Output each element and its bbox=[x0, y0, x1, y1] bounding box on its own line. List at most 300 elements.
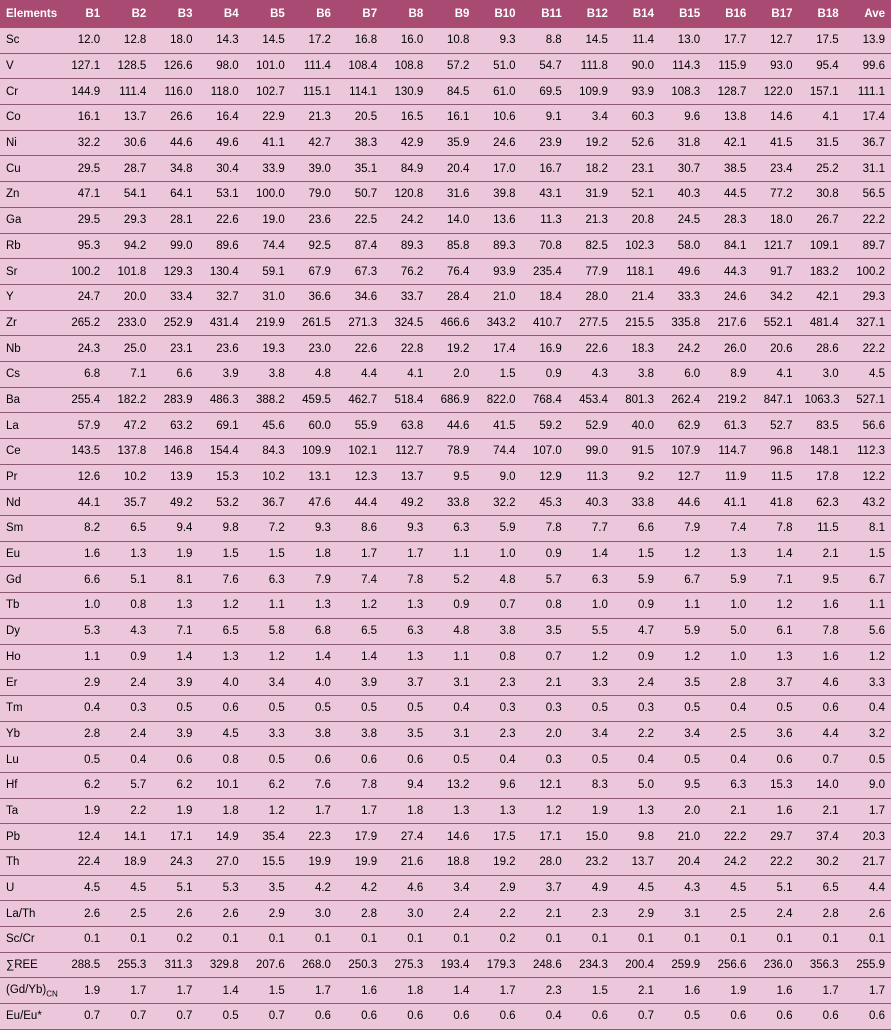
table-cell: 19.2 bbox=[475, 850, 521, 876]
column-header: B2 bbox=[106, 0, 152, 28]
table-cell: 4.1 bbox=[752, 361, 798, 387]
table-cell: 23.6 bbox=[198, 336, 244, 362]
table-row bbox=[0, 567, 891, 593]
table-cell: 17.5 bbox=[475, 824, 521, 850]
table-cell: 8.2 bbox=[60, 516, 106, 542]
table-cell: 22.8 bbox=[383, 336, 429, 362]
table-cell: 24.6 bbox=[706, 284, 752, 310]
row-label bbox=[0, 541, 60, 567]
table-cell: 1.5 bbox=[475, 361, 521, 387]
table-cell: 0.6 bbox=[383, 747, 429, 773]
table-cell: 49.6 bbox=[198, 130, 244, 156]
table-cell: 89.6 bbox=[198, 233, 244, 259]
table-cell: 1.1 bbox=[845, 593, 891, 619]
table-cell: 1.5 bbox=[245, 978, 291, 1004]
table-cell: 6.6 bbox=[152, 361, 198, 387]
table-cell: 5.9 bbox=[614, 567, 660, 593]
table-cell: 2.3 bbox=[522, 978, 568, 1004]
table-row bbox=[0, 593, 891, 619]
table-cell: 40.3 bbox=[568, 490, 614, 516]
table-cell: 1.3 bbox=[475, 798, 521, 824]
row-label-text: Ni bbox=[6, 137, 17, 150]
table-cell: 0.3 bbox=[522, 695, 568, 721]
table-cell: 49.2 bbox=[152, 490, 198, 516]
table-cell: 28.4 bbox=[429, 284, 475, 310]
table-cell: 21.6 bbox=[383, 850, 429, 876]
table-cell: 115.1 bbox=[291, 79, 337, 105]
table-cell: 21.7 bbox=[845, 850, 891, 876]
row-label bbox=[0, 336, 60, 362]
table-cell: 0.8 bbox=[475, 644, 521, 670]
table-cell: 22.6 bbox=[337, 336, 383, 362]
table-cell: 527.1 bbox=[845, 387, 891, 413]
table-cell: 255.9 bbox=[845, 952, 891, 978]
table-cell: 0.7 bbox=[614, 1004, 660, 1030]
table-cell: 41.1 bbox=[245, 130, 291, 156]
table-cell: 61.0 bbox=[475, 79, 521, 105]
table-cell: 33.7 bbox=[383, 284, 429, 310]
table-cell: 9.4 bbox=[383, 772, 429, 798]
table-cell: 10.2 bbox=[106, 464, 152, 490]
row-label-text: Sc bbox=[6, 34, 20, 47]
table-cell: 6.1 bbox=[752, 618, 798, 644]
table-cell: 0.1 bbox=[522, 927, 568, 953]
table-cell: 21.3 bbox=[568, 207, 614, 233]
table-cell: 20.0 bbox=[106, 284, 152, 310]
table-cell: 217.6 bbox=[706, 310, 752, 336]
table-cell: 7.8 bbox=[337, 772, 383, 798]
table-cell: 0.6 bbox=[152, 747, 198, 773]
table-cell: 93.0 bbox=[752, 53, 798, 79]
table-cell: 5.0 bbox=[706, 618, 752, 644]
table-cell: 28.1 bbox=[152, 207, 198, 233]
table-row bbox=[0, 516, 891, 542]
table-cell: 0.7 bbox=[106, 1004, 152, 1030]
table-cell: 4.3 bbox=[106, 618, 152, 644]
table-row bbox=[0, 284, 891, 310]
table-cell: 40.0 bbox=[614, 413, 660, 439]
table-cell: 32.2 bbox=[60, 130, 106, 156]
column-header: B6 bbox=[291, 0, 337, 28]
table-cell: 15.5 bbox=[245, 850, 291, 876]
table-cell: 481.4 bbox=[799, 310, 845, 336]
table-cell: 2.1 bbox=[799, 798, 845, 824]
table-cell: 2.6 bbox=[845, 901, 891, 927]
table-cell: 19.2 bbox=[429, 336, 475, 362]
table-cell: 236.0 bbox=[752, 952, 798, 978]
table-cell: 22.2 bbox=[706, 824, 752, 850]
table-cell: 0.5 bbox=[245, 747, 291, 773]
table-cell: 56.5 bbox=[845, 182, 891, 208]
table-cell: 6.6 bbox=[60, 567, 106, 593]
table-cell: 462.7 bbox=[337, 387, 383, 413]
table-row bbox=[0, 875, 891, 901]
table-cell: 60.0 bbox=[291, 413, 337, 439]
row-label-text: (Gd/Yb) bbox=[6, 983, 47, 996]
row-label bbox=[0, 310, 60, 336]
row-label-text: Eu/Eu* bbox=[6, 1010, 42, 1023]
table-cell: 89.7 bbox=[845, 233, 891, 259]
table-cell: 54.1 bbox=[106, 182, 152, 208]
table-cell: 33.8 bbox=[429, 490, 475, 516]
table-cell: 112.3 bbox=[845, 439, 891, 465]
table-cell: 9.8 bbox=[198, 516, 244, 542]
table-cell: 89.3 bbox=[475, 233, 521, 259]
table-cell: 23.1 bbox=[614, 156, 660, 182]
table-cell: 82.5 bbox=[568, 233, 614, 259]
table-cell: 8.1 bbox=[152, 567, 198, 593]
row-label bbox=[0, 130, 60, 156]
table-cell: 4.2 bbox=[291, 875, 337, 901]
table-cell: 87.4 bbox=[337, 233, 383, 259]
table-cell: 44.6 bbox=[660, 490, 706, 516]
table-cell: 768.4 bbox=[522, 387, 568, 413]
table-cell: 11.4 bbox=[614, 28, 660, 53]
table-cell: 2.3 bbox=[475, 670, 521, 696]
table-cell: 43.1 bbox=[522, 182, 568, 208]
row-label bbox=[0, 772, 60, 798]
table-cell: 0.6 bbox=[752, 747, 798, 773]
table-cell: 4.2 bbox=[337, 875, 383, 901]
table-cell: 13.1 bbox=[291, 464, 337, 490]
table-cell: 24.2 bbox=[383, 207, 429, 233]
row-label-text: Cr bbox=[6, 85, 19, 98]
table-cell: 31.9 bbox=[568, 182, 614, 208]
table-cell: 84.9 bbox=[383, 156, 429, 182]
table-cell: 1.7 bbox=[845, 978, 891, 1004]
table-row bbox=[0, 53, 891, 79]
table-cell: 94.2 bbox=[106, 233, 152, 259]
row-label-subscript: CN bbox=[46, 988, 58, 998]
table-cell: 64.1 bbox=[152, 182, 198, 208]
table-cell: 5.8 bbox=[245, 618, 291, 644]
table-cell: 1.3 bbox=[198, 644, 244, 670]
table-cell: 9.6 bbox=[475, 772, 521, 798]
table-cell: 23.1 bbox=[152, 336, 198, 362]
row-label bbox=[0, 901, 60, 927]
table-cell: 0.6 bbox=[799, 1004, 845, 1030]
table-cell: 18.9 bbox=[106, 850, 152, 876]
table-cell: 262.4 bbox=[660, 387, 706, 413]
table-cell: 17.4 bbox=[475, 336, 521, 362]
column-header: B8 bbox=[383, 0, 429, 28]
table-cell: 114.7 bbox=[706, 439, 752, 465]
table-cell: 1.6 bbox=[752, 798, 798, 824]
column-header: Ave bbox=[845, 0, 891, 28]
table-cell: 1.0 bbox=[706, 593, 752, 619]
table-cell: 4.1 bbox=[799, 105, 845, 131]
table-cell: 50.7 bbox=[337, 182, 383, 208]
table-cell: 27.0 bbox=[198, 850, 244, 876]
table-cell: 38.5 bbox=[706, 156, 752, 182]
table-cell: 127.1 bbox=[60, 53, 106, 79]
table-cell: 1.4 bbox=[337, 644, 383, 670]
table-cell: 89.3 bbox=[383, 233, 429, 259]
table-cell: 4.8 bbox=[475, 567, 521, 593]
table-cell: 0.1 bbox=[845, 927, 891, 953]
table-cell: 0.5 bbox=[845, 747, 891, 773]
table-cell: 78.9 bbox=[429, 439, 475, 465]
row-label-text: Nd bbox=[6, 496, 21, 509]
table-cell: 115.9 bbox=[706, 53, 752, 79]
table-cell: 4.5 bbox=[198, 721, 244, 747]
column-header: B7 bbox=[337, 0, 383, 28]
table-cell: 7.6 bbox=[198, 567, 244, 593]
table-cell: 1.0 bbox=[568, 593, 614, 619]
table-cell: 28.0 bbox=[568, 284, 614, 310]
row-label bbox=[0, 156, 60, 182]
table-cell: 4.0 bbox=[291, 670, 337, 696]
table-cell: 1.9 bbox=[152, 541, 198, 567]
table-cell: 2.1 bbox=[522, 901, 568, 927]
table-cell: 17.4 bbox=[845, 105, 891, 131]
table-cell: 3.5 bbox=[660, 670, 706, 696]
row-label-text: Dy bbox=[6, 625, 21, 638]
row-label-text: Sm bbox=[6, 522, 24, 535]
row-label-text: Zr bbox=[6, 316, 17, 329]
table-cell: 0.5 bbox=[568, 695, 614, 721]
table-cell: 2.6 bbox=[198, 901, 244, 927]
table-cell: 2.3 bbox=[568, 901, 614, 927]
table-cell: 1.3 bbox=[152, 593, 198, 619]
table-cell: 47.2 bbox=[106, 413, 152, 439]
table-cell: 12.8 bbox=[106, 28, 152, 53]
column-header: B12 bbox=[568, 0, 614, 28]
column-header: B14 bbox=[614, 0, 660, 28]
table-cell: 13.6 bbox=[475, 207, 521, 233]
table-cell: 154.4 bbox=[198, 439, 244, 465]
table-cell: 215.5 bbox=[614, 310, 660, 336]
row-label bbox=[0, 670, 60, 696]
table-cell: 1.7 bbox=[291, 798, 337, 824]
table-cell: 4.9 bbox=[568, 875, 614, 901]
row-label-text: Yb bbox=[6, 727, 21, 740]
table-cell: 44.6 bbox=[429, 413, 475, 439]
table-cell: 57.2 bbox=[429, 53, 475, 79]
table-cell: 2.2 bbox=[614, 721, 660, 747]
table-cell: 109.9 bbox=[568, 79, 614, 105]
table-cell: 17.1 bbox=[522, 824, 568, 850]
table-cell: 0.1 bbox=[752, 927, 798, 953]
row-label-text: Cs bbox=[6, 368, 21, 381]
table-cell: 14.6 bbox=[429, 824, 475, 850]
table-cell: 42.7 bbox=[291, 130, 337, 156]
table-cell: 6.7 bbox=[845, 567, 891, 593]
table-cell: 30.8 bbox=[799, 182, 845, 208]
table-cell: 0.1 bbox=[245, 927, 291, 953]
table-cell: 23.6 bbox=[291, 207, 337, 233]
table-row bbox=[0, 387, 891, 413]
table-cell: 13.2 bbox=[429, 772, 475, 798]
row-label bbox=[0, 618, 60, 644]
table-cell: 2.4 bbox=[429, 901, 475, 927]
table-cell: 2.5 bbox=[706, 721, 752, 747]
table-cell: 12.7 bbox=[660, 464, 706, 490]
table-cell: 59.2 bbox=[522, 413, 568, 439]
row-label bbox=[0, 798, 60, 824]
table-cell: 2.1 bbox=[799, 541, 845, 567]
table-cell: 8.6 bbox=[337, 516, 383, 542]
table-cell: 4.5 bbox=[106, 875, 152, 901]
table-cell: 14.5 bbox=[568, 28, 614, 53]
row-label-text: Rb bbox=[6, 239, 21, 252]
table-cell: 108.4 bbox=[337, 53, 383, 79]
table-cell: 233.0 bbox=[106, 310, 152, 336]
table-cell: 44.4 bbox=[337, 490, 383, 516]
table-cell: 31.5 bbox=[799, 130, 845, 156]
row-label bbox=[0, 850, 60, 876]
table-cell: 35.1 bbox=[337, 156, 383, 182]
table-cell: 2.0 bbox=[429, 361, 475, 387]
table-cell: 23.4 bbox=[752, 156, 798, 182]
table-cell: 31.8 bbox=[660, 130, 706, 156]
table-cell: 4.1 bbox=[383, 361, 429, 387]
table-cell: 17.0 bbox=[475, 156, 521, 182]
table-cell: 54.7 bbox=[522, 53, 568, 79]
table-cell: 25.0 bbox=[106, 336, 152, 362]
table-cell: 2.6 bbox=[60, 901, 106, 927]
table-cell: 33.4 bbox=[152, 284, 198, 310]
table-cell: 6.3 bbox=[383, 618, 429, 644]
table-cell: 255.4 bbox=[60, 387, 106, 413]
table-cell: 335.8 bbox=[660, 310, 706, 336]
table-row bbox=[0, 182, 891, 208]
table-cell: 1.1 bbox=[429, 644, 475, 670]
table-cell: 1.1 bbox=[60, 644, 106, 670]
table-cell: 17.7 bbox=[706, 28, 752, 53]
table-cell: 47.1 bbox=[60, 182, 106, 208]
table-cell: 55.9 bbox=[337, 413, 383, 439]
row-label bbox=[0, 567, 60, 593]
table-cell: 6.3 bbox=[568, 567, 614, 593]
table-cell: 0.5 bbox=[660, 1004, 706, 1030]
table-cell: 4.5 bbox=[706, 875, 752, 901]
table-cell: 41.5 bbox=[475, 413, 521, 439]
table-cell: 52.1 bbox=[614, 182, 660, 208]
table-cell: 5.6 bbox=[845, 618, 891, 644]
row-label-text: La/Th bbox=[6, 907, 36, 920]
table-cell: 99.6 bbox=[845, 53, 891, 79]
table-cell: 52.7 bbox=[752, 413, 798, 439]
table-cell: 268.0 bbox=[291, 952, 337, 978]
table-row bbox=[0, 747, 891, 773]
table-row bbox=[0, 695, 891, 721]
table-cell: 1.2 bbox=[245, 644, 291, 670]
table-cell: 459.5 bbox=[291, 387, 337, 413]
table-cell: 10.1 bbox=[198, 772, 244, 798]
table-cell: 7.8 bbox=[799, 618, 845, 644]
column-header: B18 bbox=[799, 0, 845, 28]
table-cell: 6.3 bbox=[245, 567, 291, 593]
table-cell: 52.9 bbox=[568, 413, 614, 439]
table-cell: 686.9 bbox=[429, 387, 475, 413]
table-cell: 99.0 bbox=[152, 233, 198, 259]
table-cell: 16.5 bbox=[383, 105, 429, 131]
table-cell: 7.9 bbox=[660, 516, 706, 542]
table-cell: 100.0 bbox=[245, 182, 291, 208]
table-cell: 22.2 bbox=[752, 850, 798, 876]
table-cell: 1.9 bbox=[706, 978, 752, 1004]
table-cell: 17.5 bbox=[799, 28, 845, 53]
table-cell: 157.1 bbox=[799, 79, 845, 105]
table-cell: 9.6 bbox=[660, 105, 706, 131]
table-cell: 0.1 bbox=[198, 927, 244, 953]
table-cell: 0.2 bbox=[152, 927, 198, 953]
table-body bbox=[0, 28, 891, 1029]
table-cell: 47.6 bbox=[291, 490, 337, 516]
table-cell: 44.1 bbox=[60, 490, 106, 516]
table-cell: 9.0 bbox=[845, 772, 891, 798]
column-header: B9 bbox=[429, 0, 475, 28]
table-cell: 1.6 bbox=[799, 593, 845, 619]
table-cell: 12.0 bbox=[60, 28, 106, 53]
row-label bbox=[0, 927, 60, 953]
table-cell: 1.9 bbox=[152, 798, 198, 824]
table-cell: 109.1 bbox=[799, 233, 845, 259]
table-cell: 4.5 bbox=[614, 875, 660, 901]
table-cell: 32.2 bbox=[475, 490, 521, 516]
row-label-text: Eu bbox=[6, 548, 21, 561]
table-cell: 235.4 bbox=[522, 259, 568, 285]
table-cell: 0.1 bbox=[383, 927, 429, 953]
row-label-text: Ta bbox=[6, 804, 19, 817]
row-label bbox=[0, 695, 60, 721]
row-label bbox=[0, 464, 60, 490]
table-cell: 0.4 bbox=[706, 747, 752, 773]
table-row bbox=[0, 978, 891, 1004]
table-cell: 11.5 bbox=[752, 464, 798, 490]
table-cell: 6.5 bbox=[198, 618, 244, 644]
table-cell: 5.1 bbox=[152, 875, 198, 901]
table-cell: 7.4 bbox=[337, 567, 383, 593]
table-row bbox=[0, 644, 891, 670]
table-cell: 6.3 bbox=[429, 516, 475, 542]
table-cell: 4.6 bbox=[799, 670, 845, 696]
table-cell: 0.5 bbox=[660, 695, 706, 721]
table-cell: 109.9 bbox=[291, 439, 337, 465]
table-cell: 22.9 bbox=[245, 105, 291, 131]
table-cell: 4.5 bbox=[845, 361, 891, 387]
table-cell: 129.3 bbox=[152, 259, 198, 285]
table-cell: 144.9 bbox=[60, 79, 106, 105]
table-cell: 0.2 bbox=[475, 927, 521, 953]
table-row bbox=[0, 490, 891, 516]
table-cell: 3.8 bbox=[245, 361, 291, 387]
table-cell: 1.8 bbox=[383, 798, 429, 824]
table-cell: 14.0 bbox=[799, 772, 845, 798]
table-row bbox=[0, 105, 891, 131]
table-cell: 1.7 bbox=[152, 978, 198, 1004]
row-label-text: Th bbox=[6, 856, 20, 869]
table-cell: 1.0 bbox=[475, 541, 521, 567]
table-cell: 0.7 bbox=[475, 593, 521, 619]
table-cell: 801.3 bbox=[614, 387, 660, 413]
table-cell: 18.0 bbox=[752, 207, 798, 233]
table-row bbox=[0, 336, 891, 362]
table-cell: 28.6 bbox=[799, 336, 845, 362]
table-cell: 4.3 bbox=[660, 875, 706, 901]
table-cell: 277.5 bbox=[568, 310, 614, 336]
table-cell: 5.0 bbox=[614, 772, 660, 798]
table-cell: 114.1 bbox=[337, 79, 383, 105]
table-cell: 183.2 bbox=[799, 259, 845, 285]
table-cell: 30.7 bbox=[660, 156, 706, 182]
table-cell: 16.9 bbox=[522, 336, 568, 362]
table-cell: 2.8 bbox=[706, 670, 752, 696]
table-cell: 17.9 bbox=[337, 824, 383, 850]
table-cell: 0.1 bbox=[614, 927, 660, 953]
table-cell: 14.0 bbox=[429, 207, 475, 233]
